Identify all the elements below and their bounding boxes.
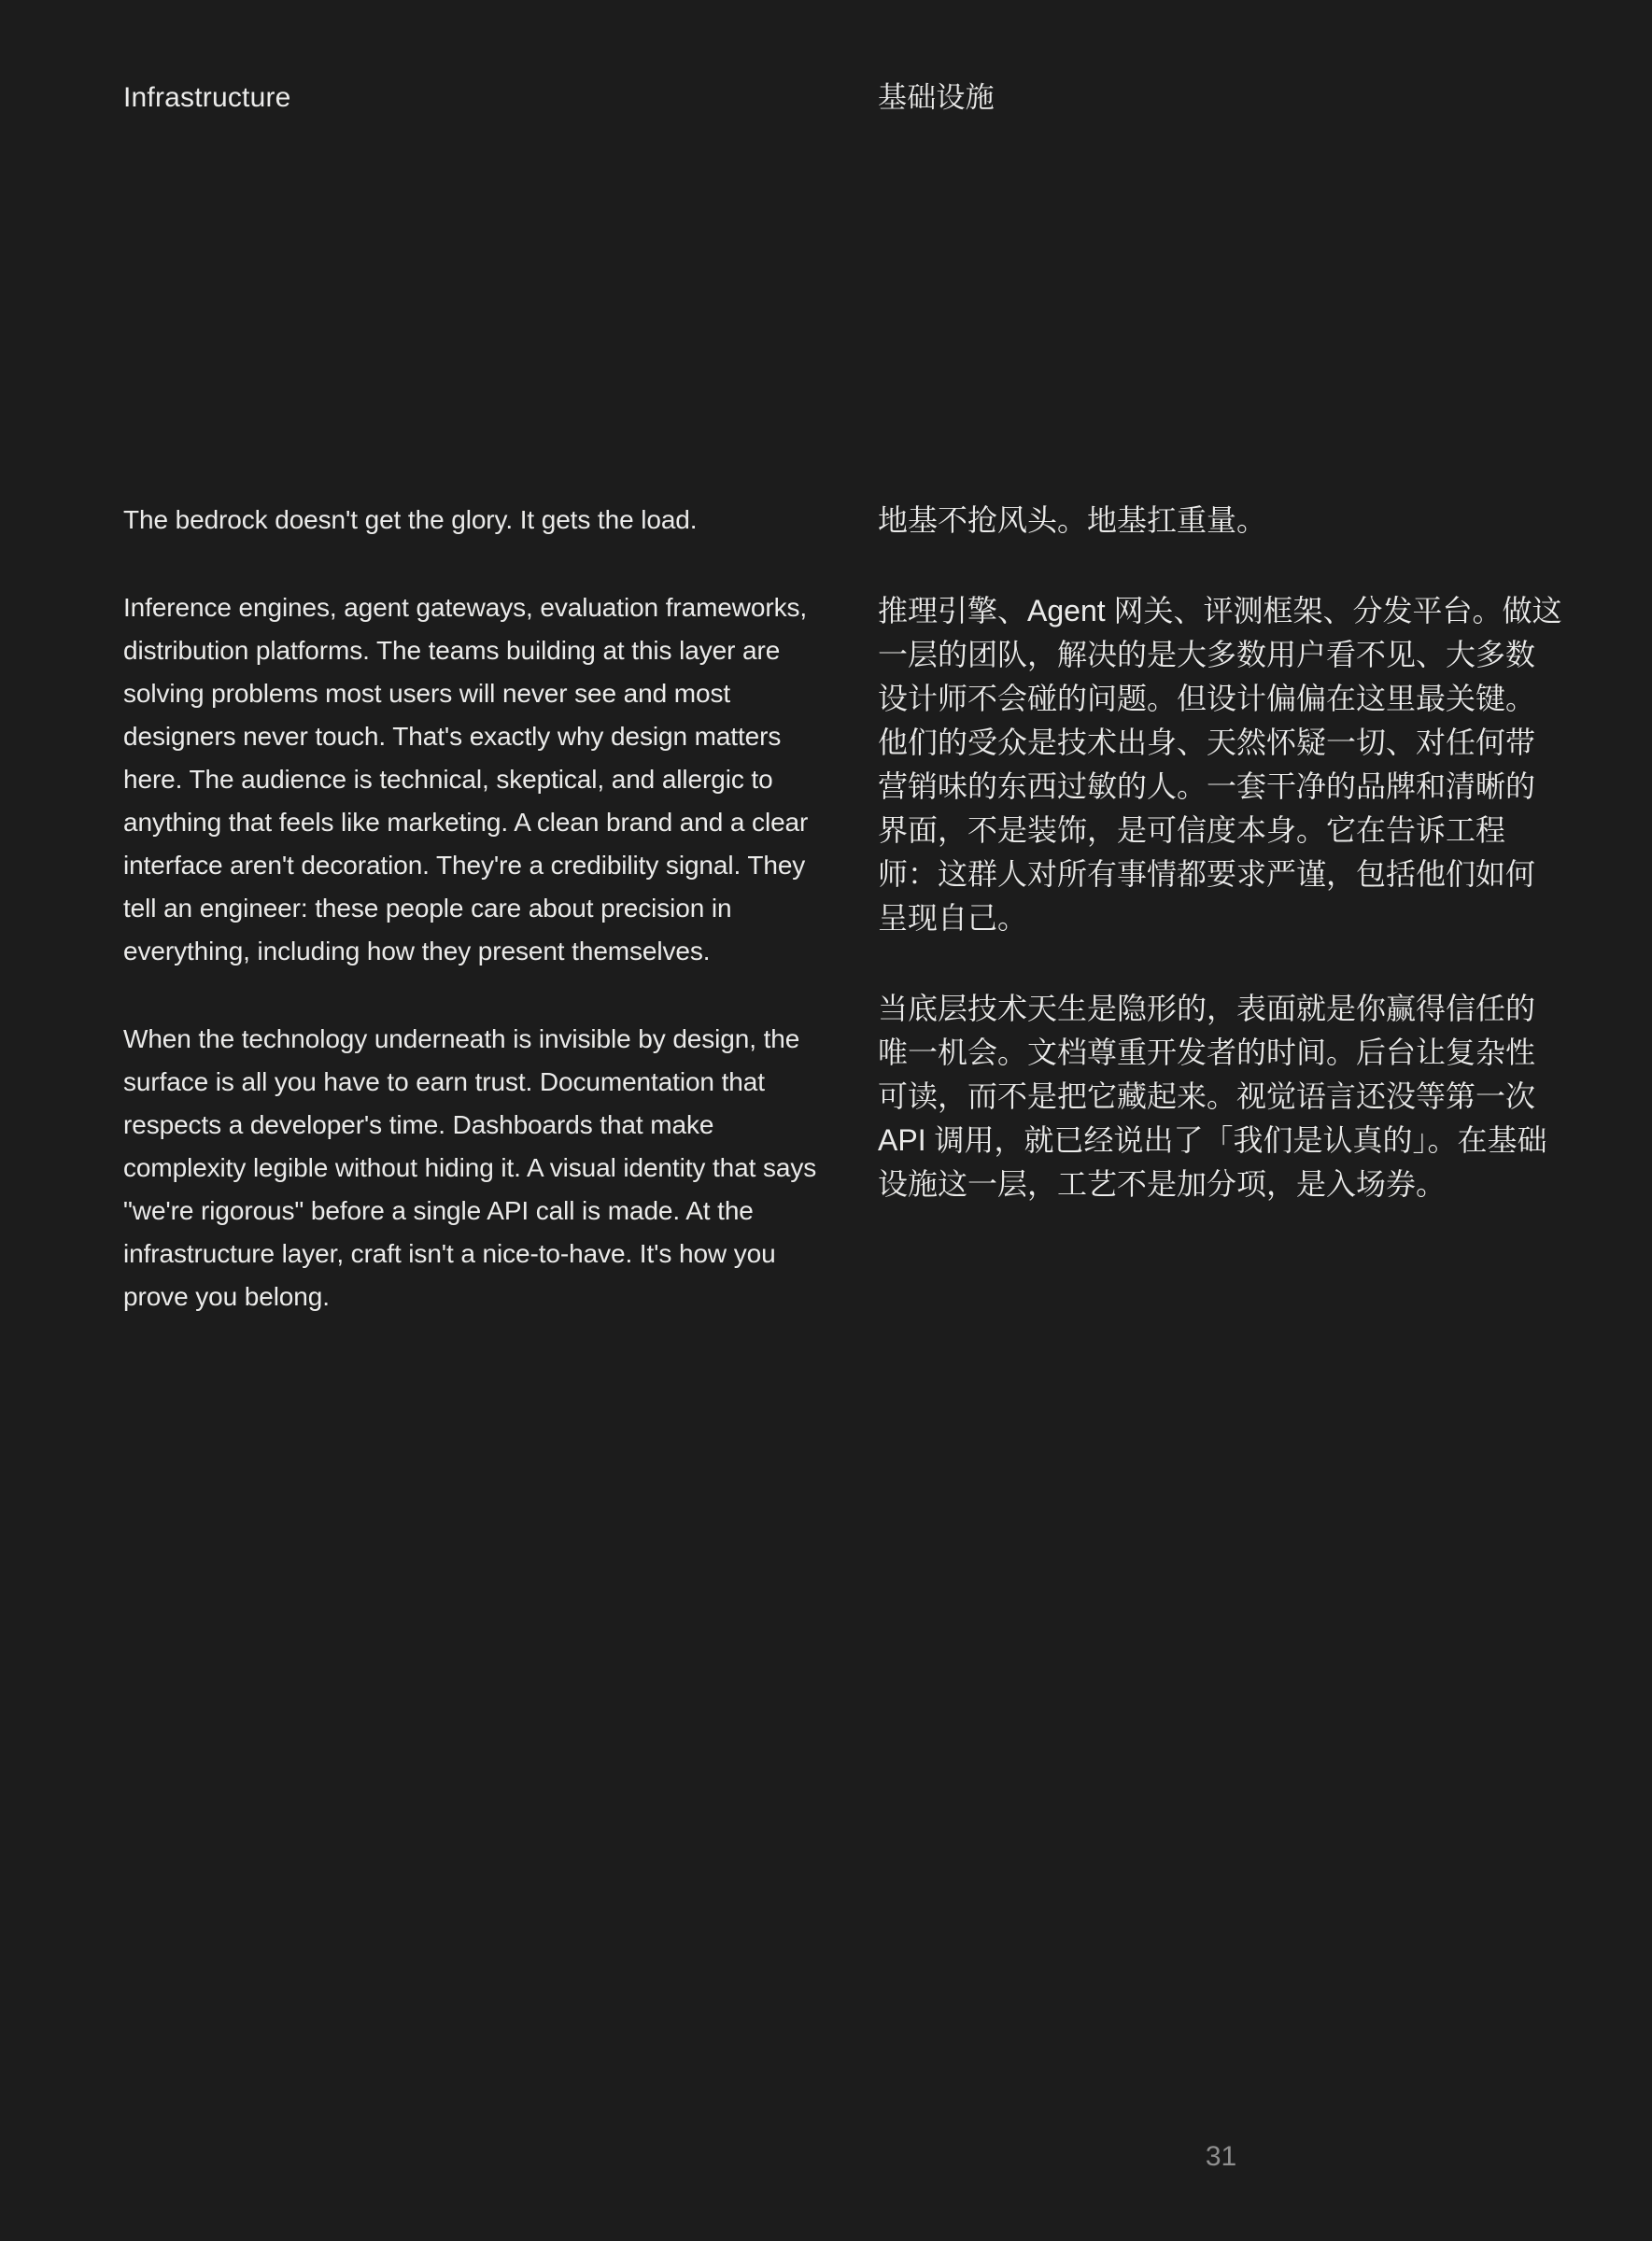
page-header <box>123 80 1564 117</box>
body-columns <box>123 499 1564 1318</box>
paragraph-chinese-lede: 地基不抢风头。地基扛重量。 <box>878 503 1267 537</box>
paragraph-chinese-body-1: 推理引擎、Agent 网关、评测框架、分发平台。做这一层的团队，解决的是大多数用户看不见、大多数设计师不会碰的问题。但设计偏偏在这里最关键。他们的受众是技术出身、天然怀疑一切、对任何带营销味的东西过敏的人。一套干净的品牌和清晰的界面，不是装饰，是可信度本身。它在告诉工程师：这群人对所有事情都要求严谨，包括他们如何呈现自己。 <box>878 594 1562 935</box>
section-title-english: Infrastructure <box>123 82 291 113</box>
column-english <box>123 499 819 1318</box>
section-title-chinese: 基础设施 <box>878 81 995 114</box>
page-number: 31 <box>1205 2141 1237 2172</box>
paragraph-chinese-body-2: 当底层技术天生是隐形的，表面就是你赢得信任的唯一机会。文档尊重开发者的时间。后台让复杂性可读，而不是把它藏起来。视觉语言还没等第一次 API 调用，就已经说出了「我们是认真的」。在基础设施这一层，工艺不是加分项，是入场券。 <box>878 992 1547 1201</box>
column-chinese <box>878 499 1564 1318</box>
paragraph-english-body-1: Inference engines, agent gateways, evaluation frameworks, distribution platforms. The teams building at this layer are solving problems most users will never see and most designers never touch. That's exactly why design matters here. The audience is technical, skeptical, and allergic to anything that feels like marketing. A clean brand and a clear interface aren't decoration. They're a credibility signal. They tell an engineer: these people care about precision in everything, including how they present themselves. <box>123 593 809 965</box>
paragraph-english-body-2: When the technology underneath is invisible by design, the surface is all you have to earn trust. Documentation that respects a developer's time. Dashboards that make complexity legible without hiding it. A visual identity that says "we're rigorous" before a single API call is made. At the infrastructure layer, craft isn't a nice-to-have. It's how you prove you belong. <box>123 1024 817 1311</box>
page-footer <box>878 2140 1564 2174</box>
paragraph-english-lede: The bedrock doesn't get the glory. It gets the load. <box>123 505 698 534</box>
